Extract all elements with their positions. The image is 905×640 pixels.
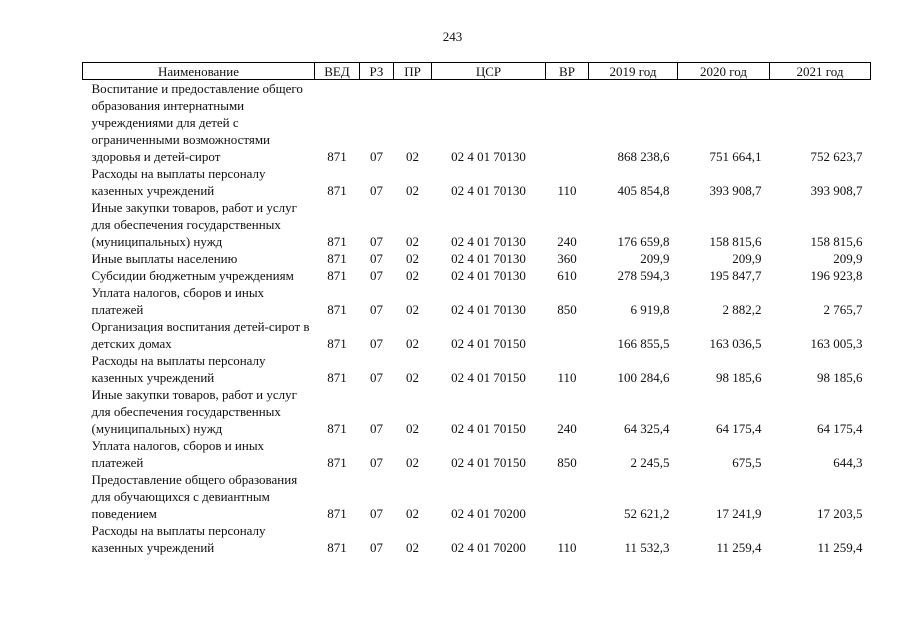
row-2020-value: 675,5 (732, 455, 762, 470)
row-2021-value: 98 185,6 (817, 370, 863, 385)
row-ved: 871 (327, 421, 347, 436)
row-csr: 02 4 01 70200 (451, 540, 526, 555)
row-vr: 850 (557, 455, 577, 470)
row-2021-value: 644,3 (833, 455, 863, 470)
table-row (83, 437, 871, 471)
row-name: Воспитание и предоставление общего образования интернатными учреждениями для детей с ограниченными возможностями здоровья и детей-сирот (91, 81, 303, 164)
row-2021-value: 393 908,7 (810, 183, 863, 198)
row-name: Иные выплаты населению (91, 251, 238, 266)
row-ved: 871 (327, 370, 347, 385)
row-rz: 07 (370, 251, 383, 266)
table-row (83, 80, 871, 166)
row-vr: 360 (557, 251, 577, 266)
row-2019-value: 100 284,6 (617, 370, 670, 385)
row-name: Предоставление общего образования для обучающихся с девиантным поведением (91, 472, 298, 521)
row-name: Расходы на выплаты персоналу казенных учреждений (91, 523, 266, 555)
row-rz: 07 (370, 421, 383, 436)
row-pr: 02 (406, 506, 419, 521)
row-2021-value: 163 005,3 (810, 336, 863, 351)
row-2019-value: 176 659,8 (617, 234, 670, 249)
row-2020-value: 11 259,4 (716, 540, 762, 555)
row-2020-value: 17 241,9 (716, 506, 762, 521)
row-2019-value: 52 621,2 (624, 506, 670, 521)
table-row (83, 199, 871, 250)
row-rz: 07 (370, 540, 383, 555)
row-2021-value: 64 175,4 (817, 421, 863, 436)
row-vr: 110 (557, 540, 577, 555)
row-ved: 871 (327, 302, 347, 317)
row-ved: 871 (327, 506, 347, 521)
row-2019-value: 11 532,3 (624, 540, 670, 555)
row-csr: 02 4 01 70130 (451, 302, 526, 317)
row-csr: 02 4 01 70130 (451, 251, 526, 266)
row-vr: 850 (557, 302, 577, 317)
header-2019: 2019 год (589, 63, 678, 80)
row-pr: 02 (406, 234, 419, 249)
row-2020-value: 751 664,1 (709, 149, 762, 164)
table-row (83, 250, 871, 267)
row-csr: 02 4 01 70130 (451, 268, 526, 283)
row-csr: 02 4 01 70130 (451, 149, 526, 164)
table-row (83, 386, 871, 437)
header-csr: ЦСР (432, 63, 546, 80)
row-2021-value: 196 923,8 (810, 268, 863, 283)
table-row (83, 318, 871, 352)
row-ved: 871 (327, 268, 347, 283)
row-csr: 02 4 01 70130 (451, 234, 526, 249)
row-ved: 871 (327, 251, 347, 266)
row-pr: 02 (406, 268, 419, 283)
row-ved: 871 (327, 234, 347, 249)
row-2021-value: 158 815,6 (810, 234, 863, 249)
table-row (83, 267, 871, 284)
row-2020-value: 2 882,2 (722, 302, 762, 317)
row-2021-value: 2 765,7 (823, 302, 863, 317)
row-name: Иные закупки товаров, работ и услуг для обеспечения государственных (муниципальных) нужд (91, 387, 297, 436)
row-rz: 07 (370, 268, 383, 283)
row-rz: 07 (370, 234, 383, 249)
table-row (83, 284, 871, 318)
row-2020-value: 64 175,4 (716, 421, 762, 436)
row-2019-value: 6 919,8 (630, 302, 670, 317)
row-name: Расходы на выплаты персоналу казенных учреждений (91, 166, 266, 198)
row-ved: 871 (327, 183, 347, 198)
row-rz: 07 (370, 149, 383, 164)
header-rz: РЗ (360, 63, 394, 80)
row-csr: 02 4 01 70150 (451, 421, 526, 436)
row-name: Уплата налогов, сборов и иных платежей (91, 285, 265, 317)
row-pr: 02 (406, 149, 419, 164)
row-vr: 110 (557, 370, 577, 385)
row-vr: 610 (557, 268, 577, 283)
table-row (83, 522, 871, 556)
row-rz: 07 (370, 302, 383, 317)
row-pr: 02 (406, 455, 419, 470)
header-2020: 2020 год (678, 63, 770, 80)
row-2020-value: 393 908,7 (709, 183, 762, 198)
table-body (83, 80, 871, 557)
row-name: Уплата налогов, сборов и иных платежей (91, 438, 265, 470)
header-pr: ПР (394, 63, 432, 80)
row-pr: 02 (406, 302, 419, 317)
row-pr: 02 (406, 336, 419, 351)
row-vr (546, 471, 589, 522)
row-ved: 871 (327, 455, 347, 470)
row-ved: 871 (327, 540, 347, 555)
table-row (83, 165, 871, 199)
row-2020-value: 163 036,5 (709, 336, 762, 351)
row-2020-value: 209,9 (732, 251, 762, 266)
row-2019-value: 2 245,5 (630, 455, 670, 470)
row-2020-value: 158 815,6 (709, 234, 762, 249)
row-2019-value: 166 855,5 (617, 336, 670, 351)
row-vr (546, 80, 589, 166)
row-name: Расходы на выплаты персоналу казенных учреждений (91, 353, 266, 385)
row-pr: 02 (406, 183, 419, 198)
row-2019-value: 278 594,3 (617, 268, 670, 283)
row-vr: 240 (557, 421, 577, 436)
row-vr: 240 (557, 234, 577, 249)
header-2021: 2021 год (770, 63, 871, 80)
row-csr: 02 4 01 70200 (451, 506, 526, 521)
row-pr: 02 (406, 370, 419, 385)
row-2021-value: 17 203,5 (817, 506, 863, 521)
row-2021-value: 752 623,7 (810, 149, 863, 164)
row-vr: 110 (557, 183, 577, 198)
row-pr: 02 (406, 251, 419, 266)
header-vr: ВР (546, 63, 589, 80)
row-rz: 07 (370, 506, 383, 521)
row-2019-value: 868 238,6 (617, 149, 670, 164)
row-rz: 07 (370, 370, 383, 385)
table-row (83, 352, 871, 386)
row-2019-value: 405 854,8 (617, 183, 670, 198)
row-rz: 07 (370, 455, 383, 470)
row-name: Организация воспитания детей-сирот в детских домах (91, 319, 310, 351)
row-csr: 02 4 01 70130 (451, 183, 526, 198)
row-2021-value: 11 259,4 (817, 540, 863, 555)
row-pr: 02 (406, 540, 419, 555)
row-ved: 871 (327, 149, 347, 164)
row-rz: 07 (370, 183, 383, 198)
row-name: Иные закупки товаров, работ и услуг для обеспечения государственных (муниципальных) нужд (91, 200, 297, 249)
row-name: Субсидии бюджетным учреждениям (91, 268, 294, 283)
row-2020-value: 98 185,6 (716, 370, 762, 385)
header-name: Наименование (83, 63, 315, 80)
row-2019-value: 209,9 (640, 251, 670, 266)
row-ved: 871 (327, 336, 347, 351)
page-number: 243 (442, 29, 463, 44)
row-vr (546, 318, 589, 352)
budget-table (82, 62, 871, 556)
row-2021-value: 209,9 (833, 251, 863, 266)
row-rz: 07 (370, 336, 383, 351)
row-csr: 02 4 01 70150 (451, 455, 526, 470)
row-pr: 02 (406, 421, 419, 436)
row-2020-value: 195 847,7 (709, 268, 762, 283)
table-header (83, 63, 871, 80)
row-csr: 02 4 01 70150 (451, 370, 526, 385)
row-2019-value: 64 325,4 (624, 421, 670, 436)
table-row (83, 471, 871, 522)
row-csr: 02 4 01 70150 (451, 336, 526, 351)
header-ved: ВЕД (315, 63, 360, 80)
